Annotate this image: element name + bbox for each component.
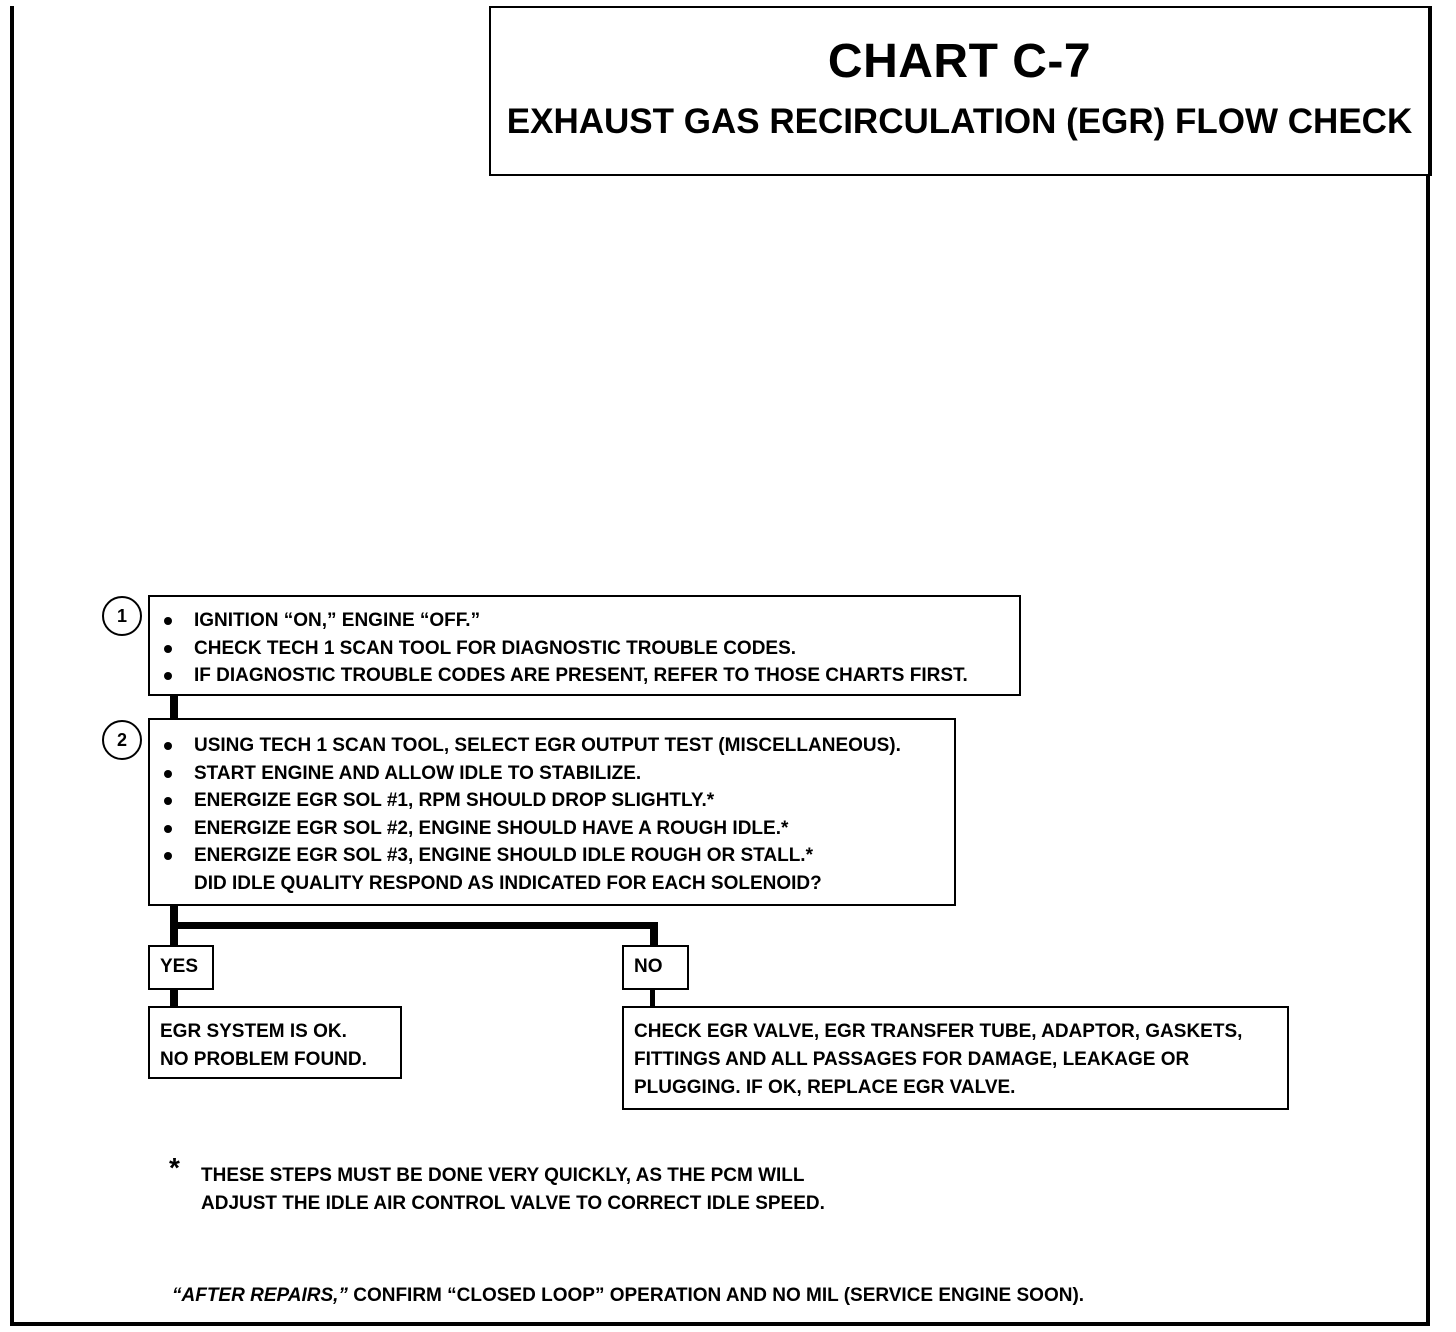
yes-label-box xyxy=(148,945,214,990)
footnote-text xyxy=(201,1162,825,1218)
step-2-box xyxy=(148,718,956,906)
step-1-item: IGNITION “ON,” ENGINE “OFF.” xyxy=(150,607,1019,635)
chart-number: CHART C-7 xyxy=(827,35,1092,88)
after-repairs-note xyxy=(172,1282,1084,1310)
after-repairs-emphasis: “AFTER REPAIRS,” xyxy=(172,1285,348,1306)
no-result-line: CHECK EGR VALVE, EGR TRANSFER TUBE, ADAPTOR, GASKETS, xyxy=(634,1021,1243,1042)
connector-step1-step2 xyxy=(170,695,178,720)
step-2-item: ENERGIZE EGR SOL #1, RPM SHOULD DROP SLIGHTLY.* xyxy=(150,787,954,815)
footnote-line: THESE STEPS MUST BE DONE VERY QUICKLY, AS THE PCM WILL xyxy=(201,1165,805,1186)
no-result-line: PLUGGING. IF OK, REPLACE EGR VALVE. xyxy=(634,1077,1016,1098)
no-label-box xyxy=(622,945,689,990)
after-repairs-text: CONFIRM “CLOSED LOOP” OPERATION AND NO MIL (SERVICE ENGINE SOON). xyxy=(347,1285,1085,1306)
chart-name: EXHAUST GAS RECIRCULATION (EGR) FLOW CHECK xyxy=(506,102,1413,141)
yes-result-line: EGR SYSTEM IS OK. xyxy=(160,1021,347,1042)
step-1-item: CHECK TECH 1 SCAN TOOL FOR DIAGNOSTIC TROUBLE CODES. xyxy=(150,635,1019,663)
connector-yes-result xyxy=(170,988,178,1007)
connector-no-result xyxy=(650,988,655,1007)
step-1-list xyxy=(150,607,1019,690)
no-result-box xyxy=(622,1006,1289,1110)
no-result-line: FITTINGS AND ALL PASSAGES FOR DAMAGE, LEAKAGE OR xyxy=(634,1049,1190,1070)
title-box xyxy=(489,6,1432,176)
step-2-list xyxy=(150,732,954,870)
footnote-line: ADJUST THE IDLE AIR CONTROL VALVE TO CORRECT IDLE SPEED. xyxy=(201,1193,825,1214)
step-2-item: START ENGINE AND ALLOW IDLE TO STABILIZE. xyxy=(150,760,954,788)
connector-horizontal xyxy=(170,922,658,929)
step-2-item: ENERGIZE EGR SOL #2, ENGINE SHOULD HAVE A ROUGH IDLE.* xyxy=(150,815,954,843)
step-2-marker: 2 xyxy=(102,720,142,760)
footnote-asterisk: * xyxy=(169,1152,180,1183)
step-1-item: IF DIAGNOSTIC TROUBLE CODES ARE PRESENT, REFER TO THOSE CHARTS FIRST. xyxy=(150,662,1019,690)
step-2-item: ENERGIZE EGR SOL #3, ENGINE SHOULD IDLE ROUGH OR STALL.* xyxy=(150,842,954,870)
step-2-item: USING TECH 1 SCAN TOOL, SELECT EGR OUTPUT TEST (MISCELLANEOUS). xyxy=(150,732,954,760)
connector-to-no xyxy=(650,922,658,946)
step-1-box xyxy=(148,595,1021,696)
yes-result-line: NO PROBLEM FOUND. xyxy=(160,1049,367,1070)
yes-result-box xyxy=(148,1006,402,1079)
step-2-question: DID IDLE QUALITY RESPOND AS INDICATED FOR EACH SOLENOID? xyxy=(194,872,822,894)
yes-label: YES xyxy=(160,956,199,977)
step-1-marker: 1 xyxy=(102,596,142,636)
no-label: NO xyxy=(634,956,663,977)
